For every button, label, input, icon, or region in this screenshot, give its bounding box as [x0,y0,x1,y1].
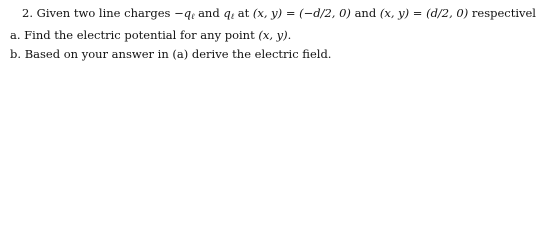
part-b-text: Based on your answer in (a) derive the electric field. [24,47,332,61]
position-2: (d/2, 0) [426,6,469,20]
at-word: at [237,6,250,20]
part-a-point: (x, y) [258,28,288,42]
coordinate-variable-1: (x, y) [252,6,283,20]
charge-negative: $-q_\ell$ [174,6,195,21]
part-b-label: b. [10,47,22,61]
problem-number: 2. [22,6,33,20]
problem-statement [22,5,536,25]
and-word: and [198,6,220,20]
problem-intro: Given two line charges [36,6,171,20]
part-a-label: a. [10,28,21,42]
part-b [10,46,331,62]
part-a-period: . [287,28,292,42]
equals-sign-2: = [412,6,423,20]
and-word-2: and [354,6,377,20]
tail-text: respectivel [471,6,536,20]
equals-sign-1: = [285,6,296,20]
problem-document [0,0,547,71]
part-a [10,27,291,43]
coordinate-variable-2: (x, y) [379,6,410,20]
position-1: (−d/2, 0) [299,6,351,20]
charge-positive: $q_\ell$ [223,6,235,21]
part-a-text: Find the electric potential for any point [24,28,255,42]
